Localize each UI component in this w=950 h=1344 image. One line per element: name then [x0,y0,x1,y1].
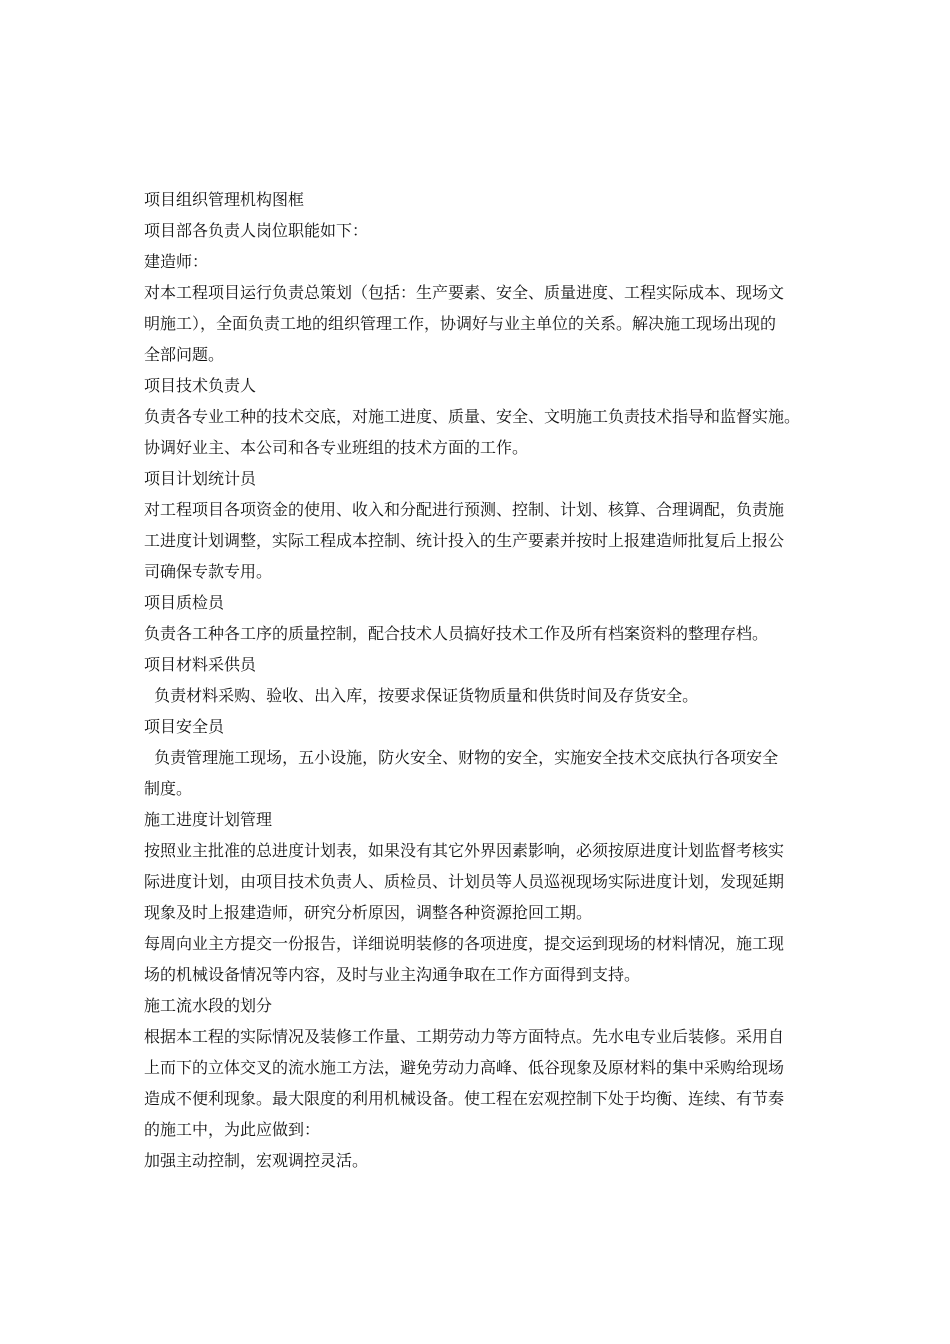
heading-safety: 项目安全员 [144,717,225,736]
text-line: 工进度计划调整，实际工程成本控制、统计投入的生产要素并按时上报建造师批复后上报公 [144,531,785,550]
text-line: 的施工中，为此应做到： [144,1120,321,1139]
text-line: 负责各专业工种的技术交底，对施工进度、质量、安全、文明施工负责技术指导和监督实施。 [144,407,801,426]
text-line: 制度。 [144,779,193,798]
heading-schedule: 施工进度计划管理 [144,810,273,829]
text-line: 协调好业主、本公司和各专业班组的技术方面的工作。 [144,438,529,457]
text-line: 负责材料采购、验收、出入库，按要求保证货物质量和供货时间及存货安全。 [144,686,699,705]
heading-materials: 项目材料采供员 [144,655,257,674]
text-line: 按照业主批准的总进度计划表，如果没有其它外界因素影响，必须按原进度计划监督考核实 [144,841,785,860]
heading-planner: 项目计划统计员 [144,469,257,488]
heading-qc: 项目质检员 [144,593,225,612]
heading-architect: 建造师： [144,252,209,271]
text-line: 负责管理施工现场，五小设施，防火安全、财物的安全，实施安全技术交底执行各项安全 [144,748,779,767]
text-line: 上而下的立体交叉的流水施工方法，避免劳动力高峰、低谷现象及原材料的集中采购给现场 [144,1058,785,1077]
text-line: 负责各工种各工序的质量控制，配合技术人员搞好技术工作及所有档案资料的整理存档。 [144,624,769,643]
text-line: 对本工程项目运行负责总策划（包括：生产要素、安全、质量进度、工程实际成本、现场文 [144,283,785,302]
text-line: 项目部各负责人岗位职能如下： [144,221,369,240]
text-line: 造成不便利现象。最大限度的利用机械设备。使工程在宏观控制下处于均衡、连续、有节奏 [144,1089,785,1108]
text-line: 场的机械设备情况等内容，及时与业主沟通争取在工作方面得到支持。 [144,965,641,984]
text-line: 对工程项目各项资金的使用、收入和分配进行预测、控制、计划、核算、合理调配，负责施 [144,500,785,519]
text-line: 根据本工程的实际情况及装修工作量、工期劳动力等方面特点。先水电专业后装修。采用自 [144,1027,785,1046]
heading-flow-sections: 施工流水段的划分 [144,996,273,1015]
text-line: 全部问题。 [144,345,225,364]
text-line: 每周向业主方提交一份报告，详细说明装修的各项进度，提交运到现场的材料情况，施工现 [144,934,785,953]
text-line: 明施工），全面负责工地的组织管理工作，协调好与业主单位的关系。解决施工现场出现的 [144,314,777,333]
heading-org-chart: 项目组织管理机构图框 [144,190,305,209]
text-line: 加强主动控制，宏观调控灵活。 [144,1151,369,1170]
text-line: 际进度计划，由项目技术负责人、质检员、计划员等人员巡视现场实际进度计划，发现延期 [144,872,785,891]
text-line: 司确保专款专用。 [144,562,273,581]
text-line: 现象及时上报建造师，研究分析原因，调整各种资源抢回工期。 [144,903,593,922]
heading-tech-lead: 项目技术负责人 [144,376,257,395]
document-page [144,184,816,1176]
